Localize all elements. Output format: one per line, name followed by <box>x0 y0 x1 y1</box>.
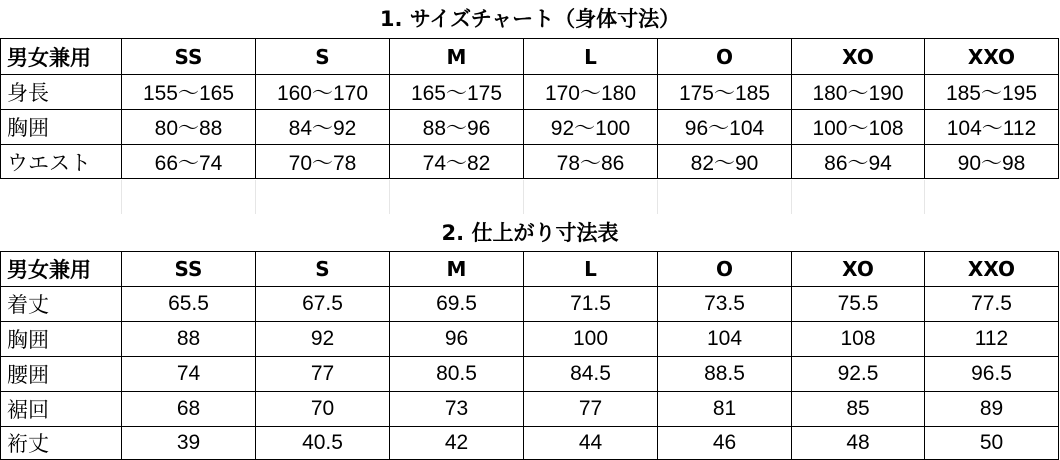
table-cell: 82〜90 <box>658 145 792 179</box>
section1-title: 1. サイズチャート（身体寸法） <box>379 7 681 31</box>
table-cell: 48 <box>792 427 925 460</box>
table-cell: 68 <box>122 392 256 427</box>
table-cell: 170〜180 <box>524 75 658 110</box>
table-row <box>1 145 1059 179</box>
table-row <box>1 427 1059 460</box>
table-cell: 165〜175 <box>390 75 524 110</box>
row-label: 裾回 <box>1 392 122 427</box>
table-cell: 96〜104 <box>658 110 792 145</box>
blank-cell <box>658 180 792 214</box>
body-size-table <box>0 38 1059 179</box>
size-header-l: L <box>524 252 658 287</box>
table-cell: 40.5 <box>256 427 390 460</box>
table-cell: 92 <box>256 322 390 357</box>
table-row <box>1 287 1059 322</box>
blank-cell <box>524 180 658 214</box>
table-cell: 92〜100 <box>524 110 658 145</box>
size-header-xxo: XXO <box>925 39 1059 75</box>
table-cell: 50 <box>925 427 1059 460</box>
row-label: 胸囲 <box>1 322 122 357</box>
table-cell: 70〜78 <box>256 145 390 179</box>
table-cell: 77.5 <box>925 287 1059 322</box>
size-header-xo: XO <box>792 252 925 287</box>
size-header-o: O <box>658 39 792 75</box>
section2-title: 2. 仕上がり寸法表 <box>441 221 619 245</box>
row-label: 着丈 <box>1 287 122 322</box>
table-cell: 75.5 <box>792 287 925 322</box>
header-label: 男女兼用 <box>1 252 122 287</box>
blank-cell <box>256 180 390 214</box>
size-header-s: S <box>256 39 390 75</box>
size-header-s: S <box>256 252 390 287</box>
table-cell: 67.5 <box>256 287 390 322</box>
size-header-o: O <box>658 252 792 287</box>
blank-cell <box>792 180 925 214</box>
table-cell: 80〜88 <box>122 110 256 145</box>
table-cell: 84.5 <box>524 357 658 392</box>
table-cell: 42 <box>390 427 524 460</box>
blank-row <box>0 180 1060 214</box>
size-header-xo: XO <box>792 39 925 75</box>
table-cell: 66〜74 <box>122 145 256 179</box>
table-cell: 78〜86 <box>524 145 658 179</box>
table-cell: 96.5 <box>925 357 1059 392</box>
table-cell: 71.5 <box>524 287 658 322</box>
row-label: 身長 <box>1 75 122 110</box>
header-label: 男女兼用 <box>1 39 122 75</box>
table-cell: 155〜165 <box>122 75 256 110</box>
table-cell: 80.5 <box>390 357 524 392</box>
table-cell: 74 <box>122 357 256 392</box>
table-cell: 112 <box>925 322 1059 357</box>
table-cell: 185〜195 <box>925 75 1059 110</box>
table-cell: 92.5 <box>792 357 925 392</box>
table-cell: 74〜82 <box>390 145 524 179</box>
table-cell: 77 <box>256 357 390 392</box>
table-row <box>1 322 1059 357</box>
table-row <box>1 357 1059 392</box>
table-cell: 86〜94 <box>792 145 925 179</box>
blank-cell <box>390 180 524 214</box>
blank-cell <box>0 180 122 214</box>
table-row <box>1 75 1059 110</box>
table-cell: 89 <box>925 392 1059 427</box>
table-cell: 73 <box>390 392 524 427</box>
size-header-l: L <box>524 39 658 75</box>
size-header-m: M <box>390 39 524 75</box>
size-header-ss: SS <box>122 39 256 75</box>
table-cell: 108 <box>792 322 925 357</box>
table-cell: 96 <box>390 322 524 357</box>
table-cell: 65.5 <box>122 287 256 322</box>
table-cell: 100〜108 <box>792 110 925 145</box>
size-header-xxo: XXO <box>925 252 1059 287</box>
table-row <box>1 392 1059 427</box>
table-row <box>1 110 1059 145</box>
row-label: ウエスト <box>1 145 122 179</box>
table-cell: 70 <box>256 392 390 427</box>
table-cell: 180〜190 <box>792 75 925 110</box>
row-label: 裄丈 <box>1 427 122 460</box>
table-cell: 100 <box>524 322 658 357</box>
table-cell: 69.5 <box>390 287 524 322</box>
table-header-row <box>1 39 1059 75</box>
table-cell: 104 <box>658 322 792 357</box>
table-cell: 84〜92 <box>256 110 390 145</box>
row-label: 腰囲 <box>1 357 122 392</box>
table-cell: 88.5 <box>658 357 792 392</box>
table-cell: 46 <box>658 427 792 460</box>
size-header-m: M <box>390 252 524 287</box>
table-cell: 73.5 <box>658 287 792 322</box>
table-cell: 88 <box>122 322 256 357</box>
finished-size-table <box>0 251 1059 460</box>
table-cell: 81 <box>658 392 792 427</box>
blank-cell <box>122 180 256 214</box>
table-cell: 77 <box>524 392 658 427</box>
table-cell: 85 <box>792 392 925 427</box>
table-cell: 104〜112 <box>925 110 1059 145</box>
table-header-row <box>1 252 1059 287</box>
table-cell: 44 <box>524 427 658 460</box>
table-cell: 175〜185 <box>658 75 792 110</box>
row-label: 胸囲 <box>1 110 122 145</box>
size-header-ss: SS <box>122 252 256 287</box>
table-cell: 39 <box>122 427 256 460</box>
table-cell: 88〜96 <box>390 110 524 145</box>
table-cell: 160〜170 <box>256 75 390 110</box>
table-cell: 90〜98 <box>925 145 1059 179</box>
